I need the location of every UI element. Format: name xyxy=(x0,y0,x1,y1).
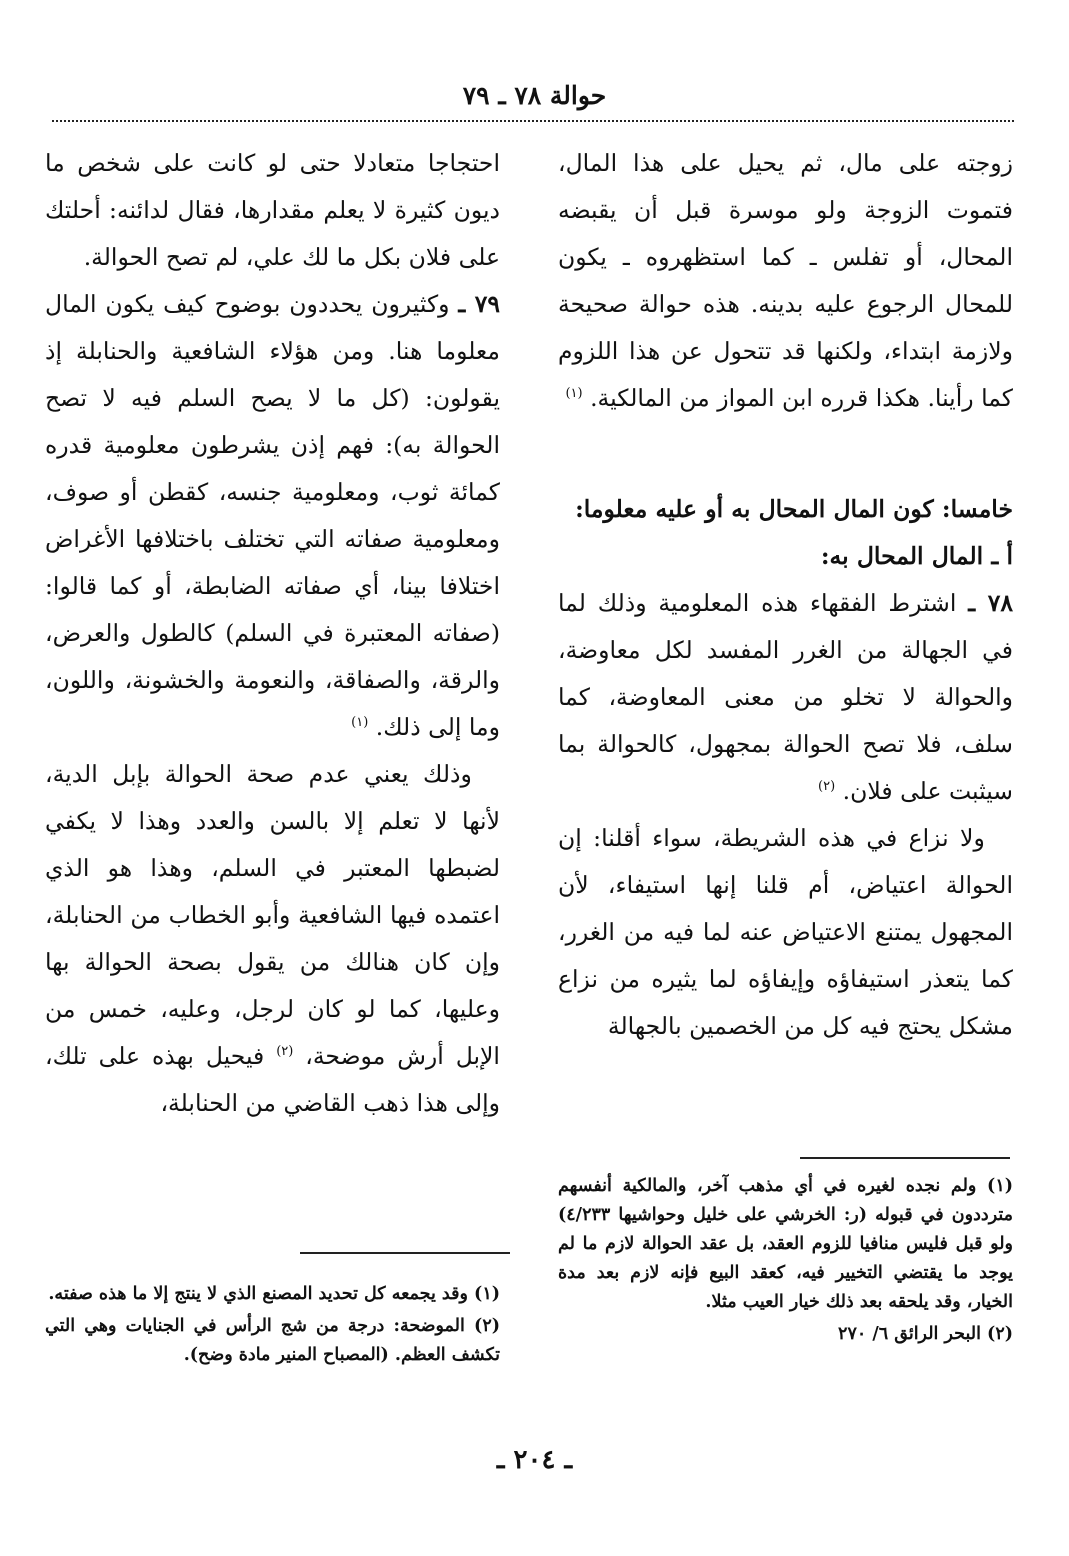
footnote-ref: (٢) xyxy=(276,1044,294,1060)
paragraph-79-text: وكثيرون يحددون بوضوح كيف يكون المال معلوما هنا. ومن هؤلاء الشافعية والحنابلة إذ يقولون: (كل ما لا يصح السلم فيه لا تصح الحوالة به): فهم إذن يشرطون معلومية قدره كمائة ثوب، ومعلومية جنسه، كقطن أو صوف، ومعلومية صفاته التي تختلف باختلافها الأغراض اختلافا بينا، أي صفاته الضابطة، أو كما قالوا: (صفاته المعتبرة في السلم) كالطول والعرض، والرقة، والصفاقة، والنعومة والخشونة، واللون، وما إلى ذلك. xyxy=(45,290,500,741)
page-number: ـ ٢٠٤ ـ xyxy=(496,1445,573,1475)
footnotes-left xyxy=(45,1280,500,1373)
section-heading: خامسا: كون المال المحال به أو عليه معلوما: xyxy=(575,495,1013,523)
right-paragraph-1-text: زوجته على مال، ثم يحيل على هذا المال، فتموت الزوجة ولو موسرة قبل أن يقبضه المحال، أو تفلس ـ كما استظهروه ـ يكون للمحال الرجوع عليه بدينه. هذه حوالة صحيحة ولازمة ابتداء، ولكنها قد تتحول عن هذا اللزوم كما رأينا. هكذا قرره ابن المواز من المالكية. xyxy=(558,149,1013,412)
right-column xyxy=(558,140,1013,1050)
footnote-ref: (١) xyxy=(351,715,369,731)
footnote-1: (١) ولم نجده لغيره في أي مذهب آخر، والمالكية أنفسهم مترددون في قبوله (ر: الخرشي على خليل وحواشيها ٤/٢٣٣) ولو قبل فليس منافيا للزوم العقد، بل عقد الحوالة لازم ما لم يوجد ما يقتضي التخيير فيه، كعقد البيع فإنه لازم بعد مدة الخيار، وقد يلحقه بعد ذلك خيار العيب مثلا. xyxy=(558,1176,1013,1312)
footnote-2: (٢) البحر الرائق ٦/ ٢٧٠ xyxy=(838,1324,1013,1344)
right-paragraph-1 xyxy=(558,140,1013,422)
footnote-1: (١) وقد يجمعه كل تحديد المصنع الذي لا ينتج إلا ما هذه صفته. xyxy=(48,1284,500,1304)
paragraph-number: ٧٩ ـ xyxy=(458,290,500,318)
left-paragraph-3 xyxy=(45,751,500,1127)
footnote-divider-left xyxy=(300,1252,510,1254)
footnote-ref: (١) xyxy=(565,386,583,402)
left-paragraph-3-text-b: فيحيل بهذه على تلك، وإلى هذا ذهب القاضي من الحنابلة، xyxy=(45,1042,500,1117)
spacer xyxy=(558,422,1013,486)
header-divider xyxy=(52,120,1014,122)
right-paragraph-3: ولا نزاع في هذه الشريطة، سواء أقلنا: إن الحوالة اعتياض، أم قلنا إنها استيفاء، لأن المجهول يمتنع الاعتياض عنه لما فيه من الغرر، كما يتعذر استيفاؤه وإيفاؤه لما يثيره من نزاع مشكل يحتج فيه كل من الخصمين بالجهالة xyxy=(558,824,1013,1040)
left-paragraph-3-text-a: وذلك يعني عدم صحة الحوالة بإبل الدية، لأنها لا تعلم إلا بالسن والعدد وهذا لا يكفي لضبطها المعتبر في السلم، وهذا هو الذي اعتمده فيها الشافعية وأبو الخطاب من الحنابلة، وإن كان هنالك من يقول بصحة الحوالة بها وعليها، كما لو كان لرجل، وعليه، خمس من الإبل أرش موضحة، xyxy=(45,760,500,1070)
footnote-divider-right xyxy=(800,1157,1010,1159)
paragraph-number: ٧٨ ـ xyxy=(968,589,1013,617)
left-column xyxy=(45,140,500,1127)
paragraph-78-text: اشترط الفقهاء هذه المعلومية وذلك لما في الجهالة من الغرر المفسد لكل معاوضة، والحوالة لا تخلو من معنى المعاوضة، كما سلف، فلا تصح الحوالة بمجهول، كالحوالة بما سيثبت على فلان. xyxy=(558,589,1013,805)
footnotes-right xyxy=(558,1172,1013,1352)
paragraph-79 xyxy=(45,281,500,751)
paragraph-78 xyxy=(558,580,1013,815)
footnote-2: (٢) الموضحة: درجة من شج الرأس في الجنايات وهي التي تكشف العظم. (المصباح المنير مادة وضح). xyxy=(45,1316,500,1365)
left-paragraph-1: احتجاجا متعادلا حتى لو كانت على شخص ما ديون كثيرة لا يعلم مقدارها، فقال لدائنه: أحلتك على فلان بكل ما لك علي، لم تصح الحوالة. xyxy=(45,149,500,271)
subsection-heading: أ ـ المال المحال به: xyxy=(820,542,1013,570)
footnote-ref: (٢) xyxy=(818,779,836,795)
running-head: حوالة ٧٨ ـ ٧٩ xyxy=(462,81,607,110)
